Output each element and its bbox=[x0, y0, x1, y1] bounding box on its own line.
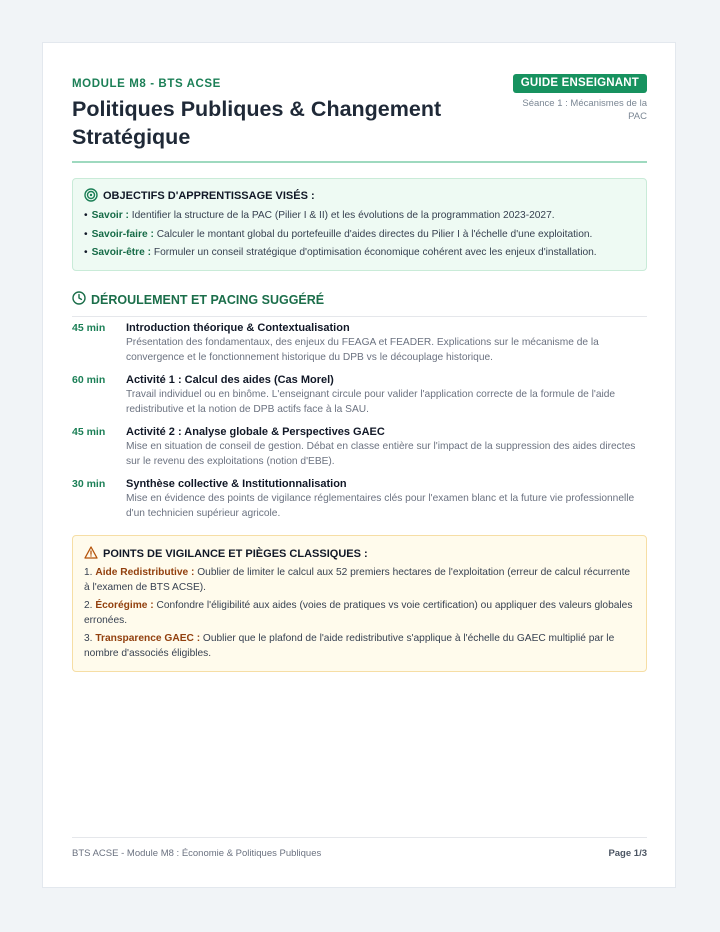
clock-icon bbox=[72, 291, 86, 310]
objectives-heading bbox=[84, 188, 635, 204]
schedule-step bbox=[72, 321, 647, 365]
schedule-step bbox=[72, 477, 647, 521]
schedule-title: DÉROULEMENT ET PACING SUGGÉRÉ bbox=[91, 293, 325, 307]
objective-text: Calculer le montant global du portefeuille d'aides directes du Pilier I à l'échelle d'une exploitation. bbox=[153, 228, 593, 240]
module-label: MODULE M8 - BTS ACSE bbox=[72, 78, 221, 90]
objectives-box bbox=[72, 178, 647, 271]
page-content bbox=[72, 73, 647, 887]
warning-text: Confondre l'éligibilité aux aides (voies de pratiques vs voie certification) ou appliquer des valeurs globales erronées. bbox=[84, 600, 633, 626]
objective-item bbox=[84, 207, 635, 226]
bullet-icon: • bbox=[84, 228, 88, 240]
step-title: Synthèse collective & Institutionnalisation bbox=[126, 478, 347, 490]
objective-key: Savoir-faire : bbox=[91, 228, 154, 240]
document-page bbox=[42, 42, 676, 888]
warning-key: Aide Redistributive : bbox=[95, 567, 195, 578]
page-footer bbox=[72, 837, 647, 859]
step-title: Activité 1 : Calcul des aides (Cas Morel) bbox=[126, 374, 334, 386]
guide-badge: GUIDE ENSEIGNANT bbox=[513, 74, 647, 93]
objective-key: Savoir : bbox=[91, 210, 129, 221]
warning-number: 3. bbox=[84, 633, 93, 644]
step-duration: 60 min bbox=[72, 374, 106, 386]
schedule-step bbox=[72, 425, 647, 469]
warning-key: Transparence GAEC : bbox=[95, 633, 201, 644]
bullet-icon: • bbox=[84, 247, 88, 258]
schedule-heading bbox=[72, 289, 647, 317]
step-title: Introduction théorique & Contextualisation bbox=[126, 322, 350, 334]
step-title: Activité 2 : Analyse globale & Perspectives GAEC bbox=[126, 426, 385, 438]
objective-item bbox=[84, 226, 635, 245]
warning-item bbox=[84, 599, 635, 628]
page-title: Politiques Publiques & Changement Stratégique bbox=[72, 97, 442, 149]
step-description: Travail individuel ou en binôme. L'enseignant circule pour valider l'application correcte de la formule de l'aide redistributive et la notion de DPB actifs face à la SAU. bbox=[126, 389, 616, 415]
warning-number: 1. bbox=[84, 567, 93, 578]
step-duration: 45 min bbox=[72, 322, 106, 334]
warning-item bbox=[84, 566, 635, 595]
header-divider bbox=[72, 161, 647, 163]
step-duration: 30 min bbox=[72, 478, 106, 490]
warning-key: Écorégime : bbox=[95, 600, 154, 611]
step-description: Présentation des fondamentaux, des enjeux du FEAGA et FEADER. Explications sur le mécanisme de la convergence et le fonctionnement historique du DPB vs le découplage historique. bbox=[126, 337, 599, 363]
objectives-title: OBJECTIFS D'APPRENTISSAGE VISÉS : bbox=[103, 190, 315, 202]
objective-item bbox=[84, 244, 635, 263]
step-description: Mise en évidence des points de vigilance réglementaires clés pour l'examen blanc et la future vie professionnelle d'un technicien supérieur agricole. bbox=[126, 493, 635, 519]
schedule-list bbox=[72, 321, 647, 529]
warnings-title: POINTS DE VIGILANCE ET PIÈGES CLASSIQUES : bbox=[103, 548, 368, 560]
warning-icon bbox=[84, 546, 98, 562]
target-icon bbox=[84, 188, 98, 205]
bullet-icon: • bbox=[84, 210, 88, 221]
footer-course: BTS ACSE - Module M8 : Économie & Politiques Publiques bbox=[72, 848, 322, 859]
step-description: Mise en situation de conseil de gestion. Débat en classe entière sur l'impact de la suppression des aides directes sur le revenu des exploitations (notion d'EBE). bbox=[126, 441, 636, 467]
schedule-step bbox=[72, 373, 647, 417]
objective-key: Savoir-être : bbox=[91, 247, 152, 258]
objective-text: Identifier la structure de la PAC (Pilier I & II) et les évolutions de la programmation 2023-2027. bbox=[128, 210, 555, 221]
objectives-list bbox=[84, 207, 635, 263]
warnings-list bbox=[84, 566, 635, 661]
warnings-heading bbox=[84, 546, 635, 562]
warning-number: 2. bbox=[84, 600, 93, 611]
warning-text: Oublier de limiter le calcul aux 52 premiers hectares de l'exploitation (erreur de calcul récurrente à l'examen de BTS ACSE). bbox=[84, 567, 631, 593]
session-label: Séance 1 : Mécanismes de la PAC bbox=[522, 98, 647, 122]
step-duration: 45 min bbox=[72, 426, 106, 438]
objective-text: Formuler un conseil stratégique d'optimisation économique cohérent avec les enjeux d'installation. bbox=[151, 247, 597, 258]
warnings-box bbox=[72, 535, 647, 672]
warning-text: Oublier que le plafond de l'aide redistributive s'applique à l'échelle du GAEC multiplié par le nombre d'associés éligibles. bbox=[84, 633, 615, 659]
warning-item bbox=[84, 632, 635, 661]
page-number: Page 1/3 bbox=[608, 848, 647, 859]
